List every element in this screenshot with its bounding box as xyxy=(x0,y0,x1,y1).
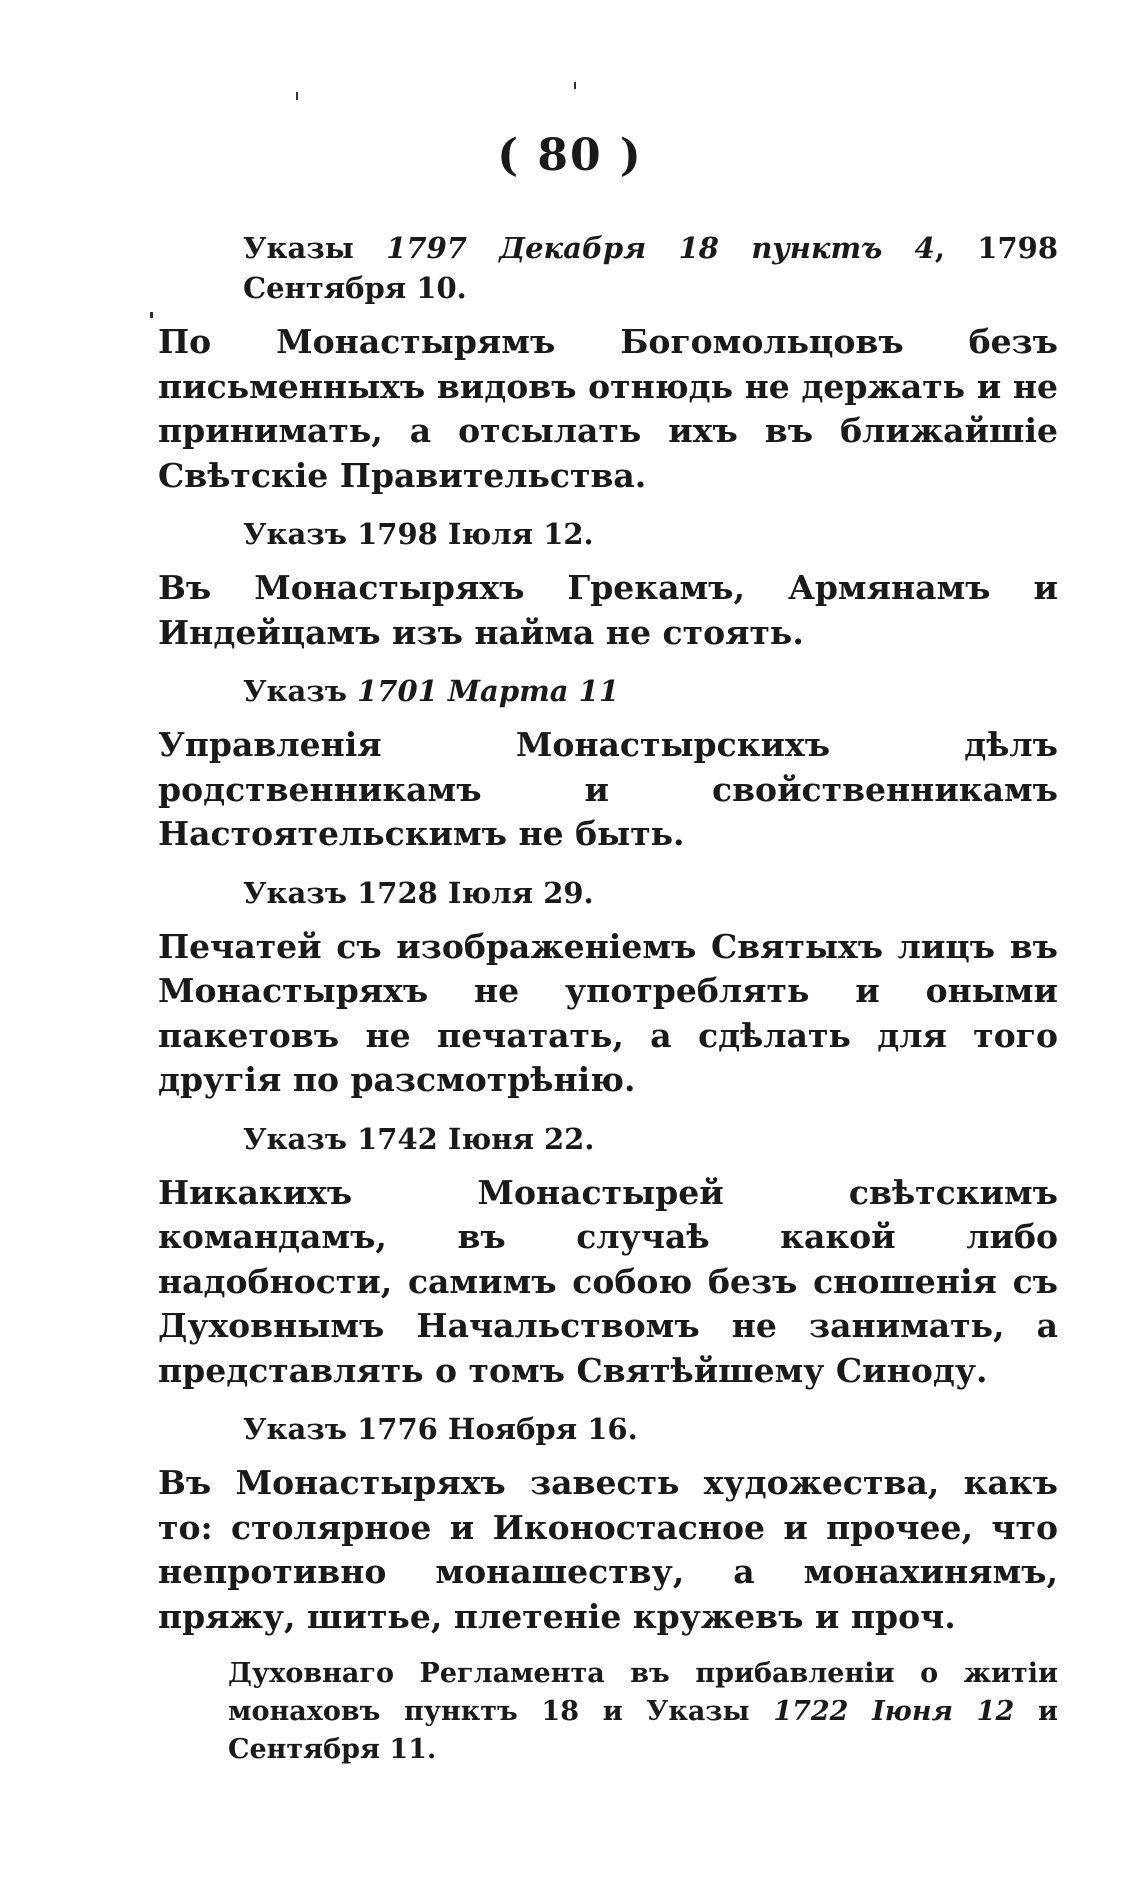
decree-citation: Указъ 1742 Iюня 22. xyxy=(243,1121,595,1156)
text-column xyxy=(158,228,1058,1769)
page-number: ( 80 ) xyxy=(497,130,643,181)
decree-citation: Указъ 1728 Iюля 29. xyxy=(243,875,594,910)
scan-speck xyxy=(574,82,576,89)
footnote-reference: Духовнаго Регламента въ прибавленiи о житiи монаховъ пунктъ 18 и Указы 1722 Iюня 12 и Сентября 11. xyxy=(228,1658,1058,1765)
decree-citation: Указъ 1798 Iюля 12. xyxy=(243,517,594,551)
regulation-paragraph: Управленiя Монастырскихъ дѣлъ родственникамъ и свойственникамъ Настоятельскимъ не быть. xyxy=(158,725,1058,853)
regulation-paragraph: Никакихъ Монастырей свѣтскимъ командамъ, въ случаѣ какой либо надобности, самимъ собою безъ сношенiя съ Духовнымъ Начальствомъ не занимать, а представлять о томъ Святѣйшему Синоду. xyxy=(158,1172,1058,1390)
decree-citation: Указъ 1776 Ноября 16. xyxy=(243,1412,638,1446)
decree-citation: Указы 1797 Декабря 18 пунктъ 4, 1798 Сентября 10. xyxy=(243,231,1058,305)
regulation-paragraph: Печатей съ изображенiемъ Святыхъ лицъ въ Монастыряхъ не употреблять и оными пакетовъ не печатать, а сдѣлать для того другiя по разсмотрѣнiю. xyxy=(158,926,1058,1099)
regulation-paragraph: Въ Монастыряхъ Грекамъ, Армянамъ и Индейцамъ изъ найма не стоять. xyxy=(158,568,1058,652)
regulation-paragraph: Въ Монастыряхъ завесть художества, какъ то: столярное и Иконостасное и прочее, что непротивно монашеству, а монахинямъ, пряжу, шитье, плетенiе кружевъ и проч. xyxy=(158,1463,1058,1636)
scan-speck xyxy=(296,92,298,100)
scan-speck xyxy=(150,312,153,318)
decree-citation: Указъ 1701 Марта 11 xyxy=(243,674,620,708)
regulation-paragraph: По Монастырямъ Богомольцовъ безъ письменныхъ видовъ отнюдь не держать и не принимать, а отсылать ихъ въ ближайшiе Свѣтскiе Правительства. xyxy=(158,322,1058,495)
